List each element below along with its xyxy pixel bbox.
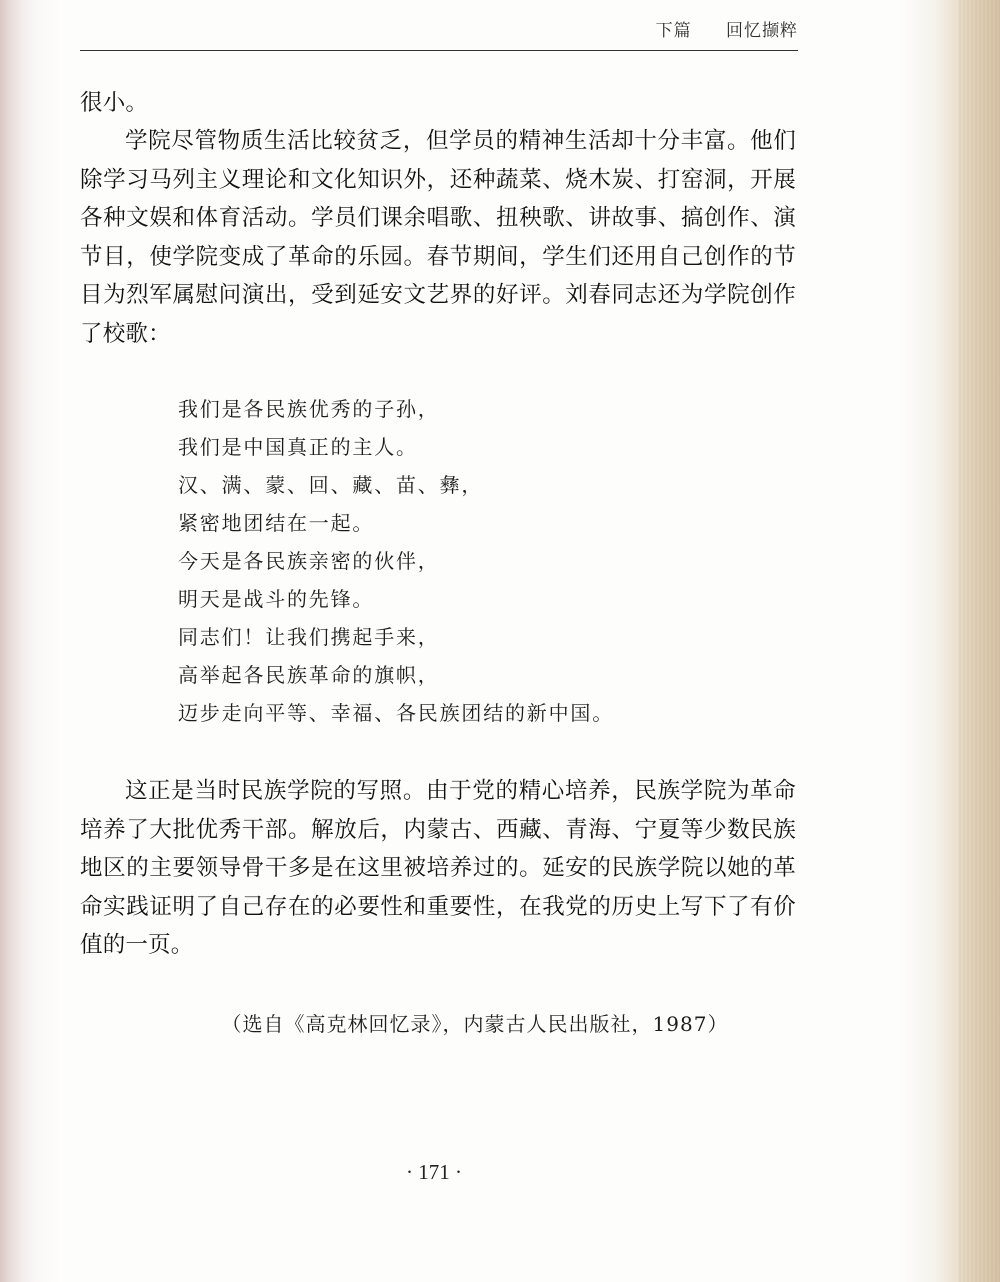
paragraph-text: 很小。 bbox=[80, 90, 149, 116]
paragraph-conclusion bbox=[80, 772, 796, 965]
header-section-title: 回忆撷粹 bbox=[726, 21, 798, 41]
poem-line: 我们是中国真正的主人。 bbox=[178, 435, 418, 459]
poem-line: 迈步走向平等、幸福、各民族团结的新中国。 bbox=[178, 701, 614, 725]
paragraph-school-life bbox=[80, 122, 796, 353]
school-song bbox=[178, 390, 738, 732]
poem-line: 今天是各民族亲密的伙伴， bbox=[178, 549, 440, 573]
paragraph-text: 这正是当时民族学院的写照。由于党的精心培养，民族学院为革命培养了大批优秀干部。解放后，内蒙古、西藏、青海、宁夏等少数民族地区的主要领导骨干多是在这里被培养过的。延安的民族学院以她的革命实践证明了自己存在的必要性和重要性，在我党的历史上写下了有价值的一页。 bbox=[80, 778, 796, 958]
poem-line: 汉、满、蒙、回、藏、苗、彝， bbox=[178, 473, 484, 497]
poem-line: 明天是战斗的先锋。 bbox=[178, 587, 375, 611]
header-rule bbox=[80, 50, 798, 51]
paragraph-continuation bbox=[80, 84, 796, 123]
header-part: 下篇 bbox=[655, 21, 692, 41]
poem-line: 高举起各民族革命的旗帜， bbox=[178, 663, 440, 687]
source-citation: （选自《高克林回忆录》，内蒙古人民出版社，1987） bbox=[221, 1012, 729, 1036]
poem-line: 我们是各民族优秀的子孙， bbox=[178, 397, 440, 421]
paragraph-text: 学院尽管物质生活比较贫乏，但学员的精神生活却十分丰富。他们除学习马列主义理论和文化知识外，还种蔬菜、烧木炭、打窑洞，开展各种文娱和体育活动。学员们课余唱歌、扭秧歌、讲故事、搞创作、演节目，使学院变成了革命的乐园。春节期间，学生们还用自己创作的节目为烈军属慰问演出，受到延安文艺界的好评。刘春同志还为学院创作了校歌： bbox=[80, 128, 796, 347]
poem-line: 紧密地团结在一起。 bbox=[178, 511, 375, 535]
running-header bbox=[656, 16, 798, 41]
poem-line: 同志们！让我们携起手来， bbox=[178, 625, 440, 649]
page-number: · 171 · bbox=[406, 1160, 462, 1184]
